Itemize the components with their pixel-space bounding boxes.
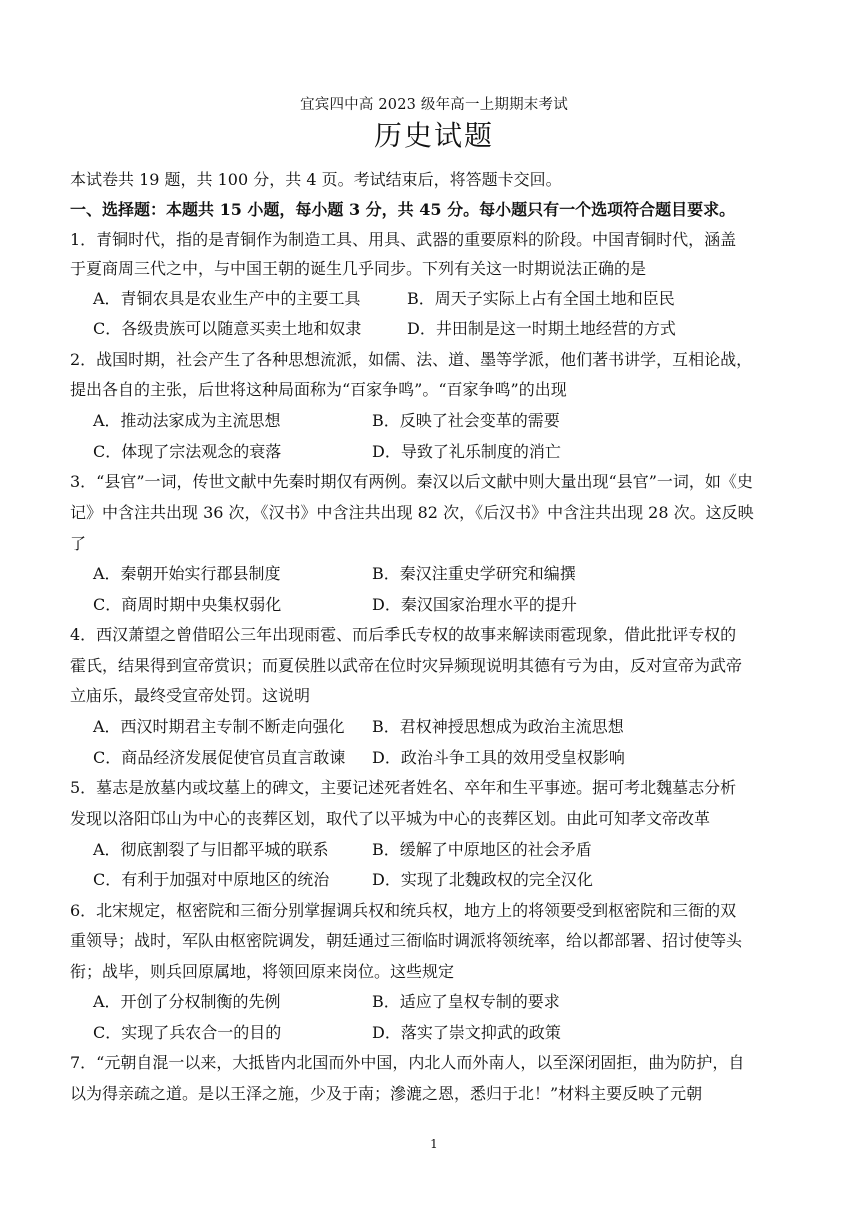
question-2-line-2: 提出各自的主张，后世将这种局面称为“百家争鸣”。“百家争鸣”的出现: [70, 380, 567, 399]
question-2-option-b: B．反映了社会变革的需要: [372, 411, 560, 430]
section-heading: 一、选择题：本题共 15 小题，每小题 3 分，共 45 分。每小题只有一个选项符合题目要求。: [70, 200, 736, 219]
question-5-line-1: 5．墓志是放墓内或坟墓上的碑文，主要记述死者姓名、卒年和生平事迹。据可考北魏墓志分析: [70, 778, 737, 797]
question-3-option-b: B．秦汉注重史学研究和编撰: [372, 564, 576, 583]
question-5-option-a: A．彻底割裂了与旧都平城的联系: [93, 840, 329, 859]
question-6-option-a: A．开创了分权制衡的先例: [93, 992, 281, 1011]
question-6-line-2: 重领导；战时，军队由枢密院调发，朝廷通过三衙临时调派将领统率，给以都部署、招讨使等头: [70, 931, 743, 950]
question-5-option-c: C．有利于加强对中原地区的统治: [93, 870, 330, 889]
question-5-line-2: 发现以洛阳邙山为中心的丧葬区划，取代了以平城为中心的丧葬区划。由此可知孝文帝改革: [70, 809, 711, 828]
question-4-line-1: 4．西汉萧望之曾借昭公三年出现雨雹、而后季氏专权的故事来解读雨雹现象，借此批评专权的: [70, 625, 737, 644]
question-7-line-1: 7．“元朝自混一以来，大抵皆内北国而外中国，内北人而外南人，以至深闭固拒，曲为防护，自: [70, 1053, 745, 1072]
question-7-line-2: 以为得亲疏之道。是以王泽之施，少及于南；滲漉之恩，悉归于北！”材料主要反映了元朝: [70, 1084, 703, 1103]
question-2-option-d: D．导致了礼乐制度的消亡: [372, 442, 561, 461]
question-2-line-1: 2．战国时期，社会产生了各种思想流派，如儒、法、道、墨等学派，他们著书讲学，互相论战，: [70, 350, 753, 369]
question-1-option-c: C．各级贵族可以随意买卖土地和奴隶: [93, 319, 362, 338]
question-4-option-d: D．政治斗争工具的效用受皇权影响: [372, 748, 625, 767]
question-5-option-b: B．缓解了中原地区的社会矛盾: [372, 840, 592, 859]
question-1-line-2: 于夏商周三代之中，与中国王朝的诞生几乎同步。下列有关这一时期说法正确的是: [70, 259, 647, 278]
question-6-line-3: 衔；战毕，则兵回原属地，将领回原来岗位。这些规定: [70, 962, 455, 981]
question-6-option-c: C．实现了兵农合一的目的: [93, 1023, 282, 1042]
question-4-option-c: C．商品经济发展促使官员直言敢谏: [93, 748, 346, 767]
question-4-line-3: 立庙乐，最终受宣帝处罚。这说明: [70, 686, 311, 705]
question-1-line-1: 1．青铜时代，指的是青铜作为制造工具、用具、武器的重要原料的阶段。中国青铜时代，涵盖: [70, 230, 737, 249]
question-6-option-d: D．落实了崇文抑武的政策: [372, 1023, 561, 1042]
question-1-option-d: D．井田制是这一时期土地经营的方式: [407, 319, 676, 338]
question-1-option-a: A．青铜农具是农业生产中的主要工具: [93, 289, 361, 308]
question-3-option-a: A．秦朝开始实行郡县制度: [93, 564, 281, 583]
question-4-option-b: B．君权神授思想成为政治主流思想: [372, 717, 624, 736]
question-3-line-1: 3．“县官”一词，传世文献中先秦时期仅有两例。秦汉以后文献中则大量出现“县官”一词，如《史: [70, 472, 753, 491]
exam-title: 历史试题: [373, 119, 494, 152]
question-2-option-a: A．推动法家成为主流思想: [93, 411, 281, 430]
question-3-option-c: C．商周时期中央集权弱化: [93, 595, 282, 614]
question-6-option-b: B．适应了皇权专制的要求: [372, 992, 560, 1011]
question-3-line-2: 记》中含注共出现 36 次，《汉书》中含注共出现 82 次，《后汉书》中含注共出现 28 次。这反映: [70, 503, 754, 522]
question-3-option-d: D．秦汉国家治理水平的提升: [372, 595, 577, 614]
question-2-option-c: C．体现了宗法观念的衰落: [93, 442, 282, 461]
exam-intro: 本试卷共 19 题，共 100 分，共 4 页。考试结束后，将答题卡交回。: [70, 170, 562, 189]
question-3-line-3: 了: [70, 534, 87, 553]
question-5-option-d: D．实现了北魏政权的完全汉化: [372, 870, 593, 889]
question-6-line-1: 6．北宋规定，枢密院和三衙分别掌握调兵权和统兵权，地方上的将领要受到枢密院和三衙的双: [70, 901, 737, 920]
question-4-line-2: 霍氏，结果得到宣帝赏识；而夏侯胜以武帝在位时灾异频现说明其德有亏为由，反对宣帝为武帝: [70, 656, 743, 675]
question-1-option-b: B．周天子实际上占有全国土地和臣民: [407, 289, 675, 308]
exam-subtitle: 宜宾四中高 2023 级年高一上期期末考试: [300, 97, 568, 113]
question-4-option-a: A．西汉时期君主专制不断走向强化: [93, 717, 345, 736]
page-number: 1: [430, 1137, 438, 1151]
